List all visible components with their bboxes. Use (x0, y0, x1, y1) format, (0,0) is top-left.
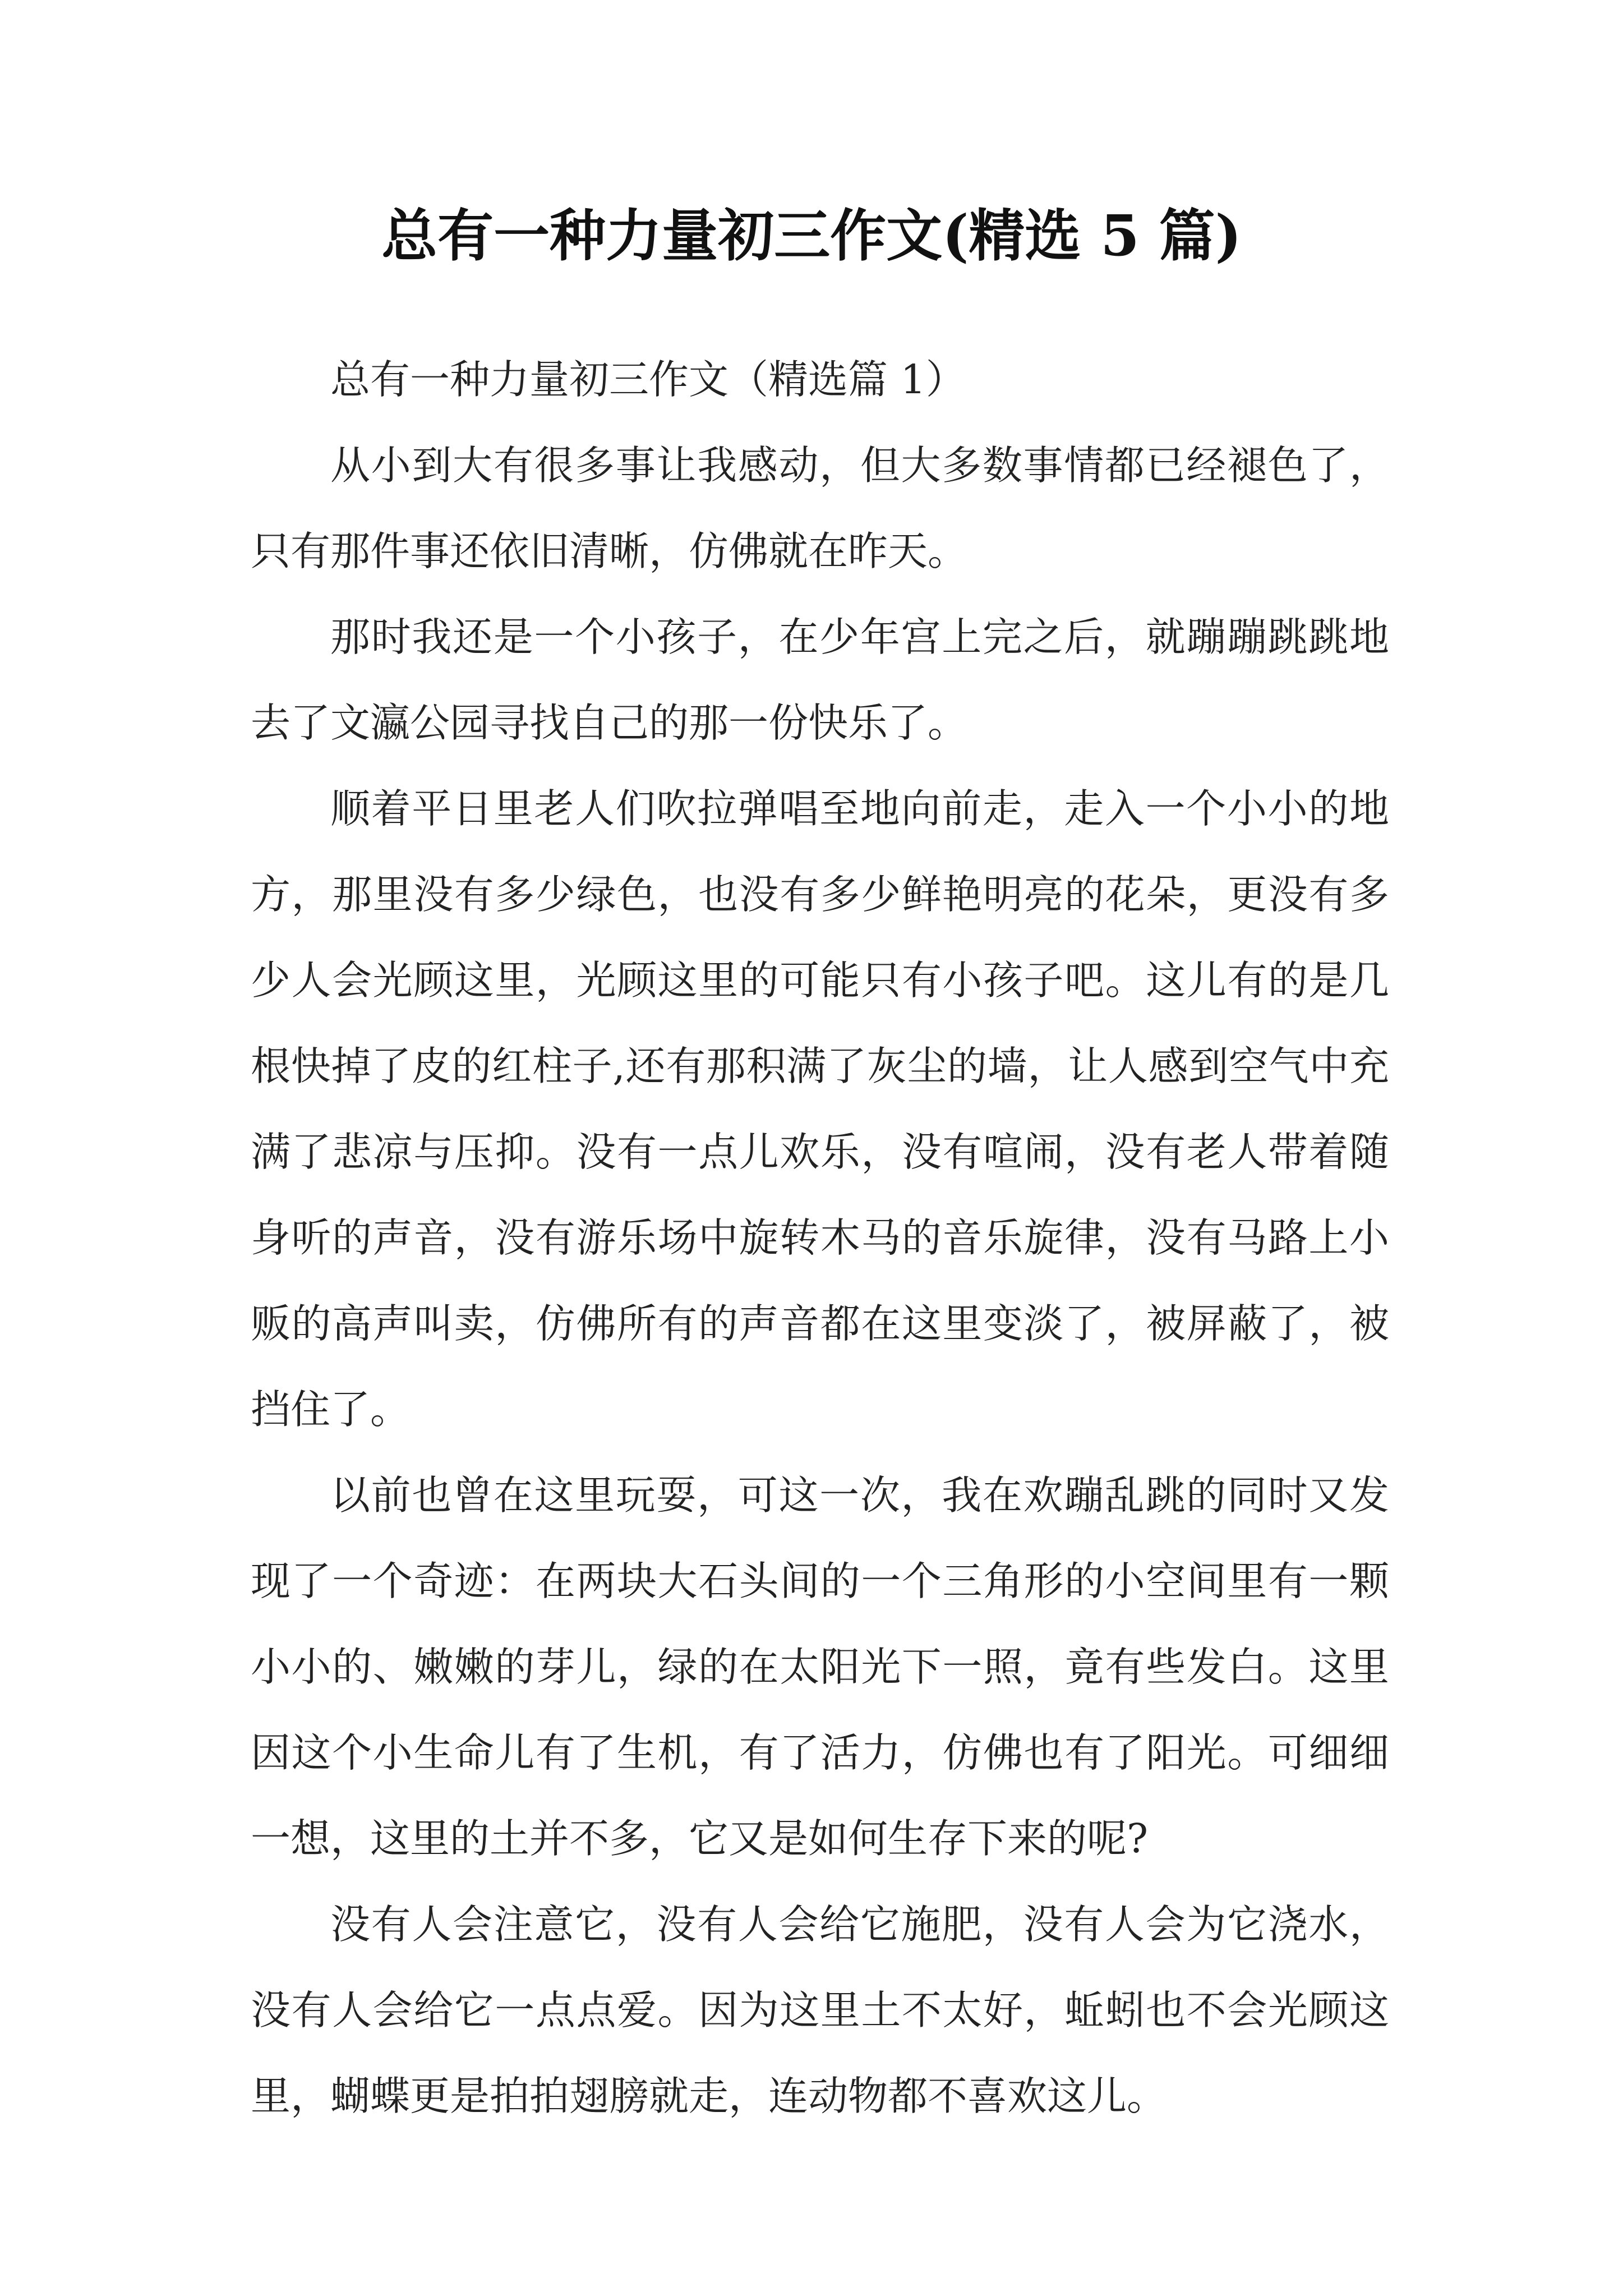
paragraph: 没有人会注意它，没有人会给它施肥，没有人会为它浇水，没有人会给它一点点爱。因为这里土不太好，蚯蚓也不会光顾这里，蝴蝶更是拍拍翅膀就走，连动物都不喜欢这儿。 (251, 1901, 1389, 2119)
paragraph: 以前也曾在这里玩耍，可这一次，我在欢蹦乱跳的同时又发现了一个奇迹：在两块大石头间的一个三角形的小空间里有一颗小小的、嫩嫩的芽儿，绿的在太阳光下一照，竟有些发白。这里因这个小生命儿有了生机，有了活力，仿佛也有了阳光。可细细一想，这里的土并不多，它又是如何生存下来的呢? (251, 1472, 1389, 1862)
paragraph: 从小到大有很多事让我感动，但大多数事情都已经褪色了，只有那件事还依旧清晰，仿佛就在昨天。 (251, 442, 1389, 574)
paragraph: 那时我还是一个小孩子，在少年宫上完之后，就蹦蹦跳跳地去了文瀛公园寻找自己的那一份快乐了。 (251, 614, 1389, 746)
document-title: 总有一种力量初三作文(精选 5 篇) (381, 203, 1242, 269)
section-heading: 总有一种力量初三作文（精选篇 1） (330, 356, 966, 403)
paragraph: 顺着平日里老人们吹拉弹唱至地向前走，走入一个小小的地方，那里没有多少绿色，也没有多少鲜艳明亮的花朵，更没有多少人会光顾这里，光顾这里的可能只有小孩子吧。这儿有的是几根快掉了皮的红柱子,还有那积满了灰尘的墙，让人感到空气中充满了悲凉与压抑。没有一点儿欢乐，没有喧闹，没有老人带着随身听的声音，没有游乐场中旋转木马的音乐旋律，没有马路上小贩的高声叫卖，仿佛所有的声音都在这里变淡了，被屏蔽了，被挡住了。 (251, 785, 1389, 1433)
document-body (251, 337, 1389, 2139)
